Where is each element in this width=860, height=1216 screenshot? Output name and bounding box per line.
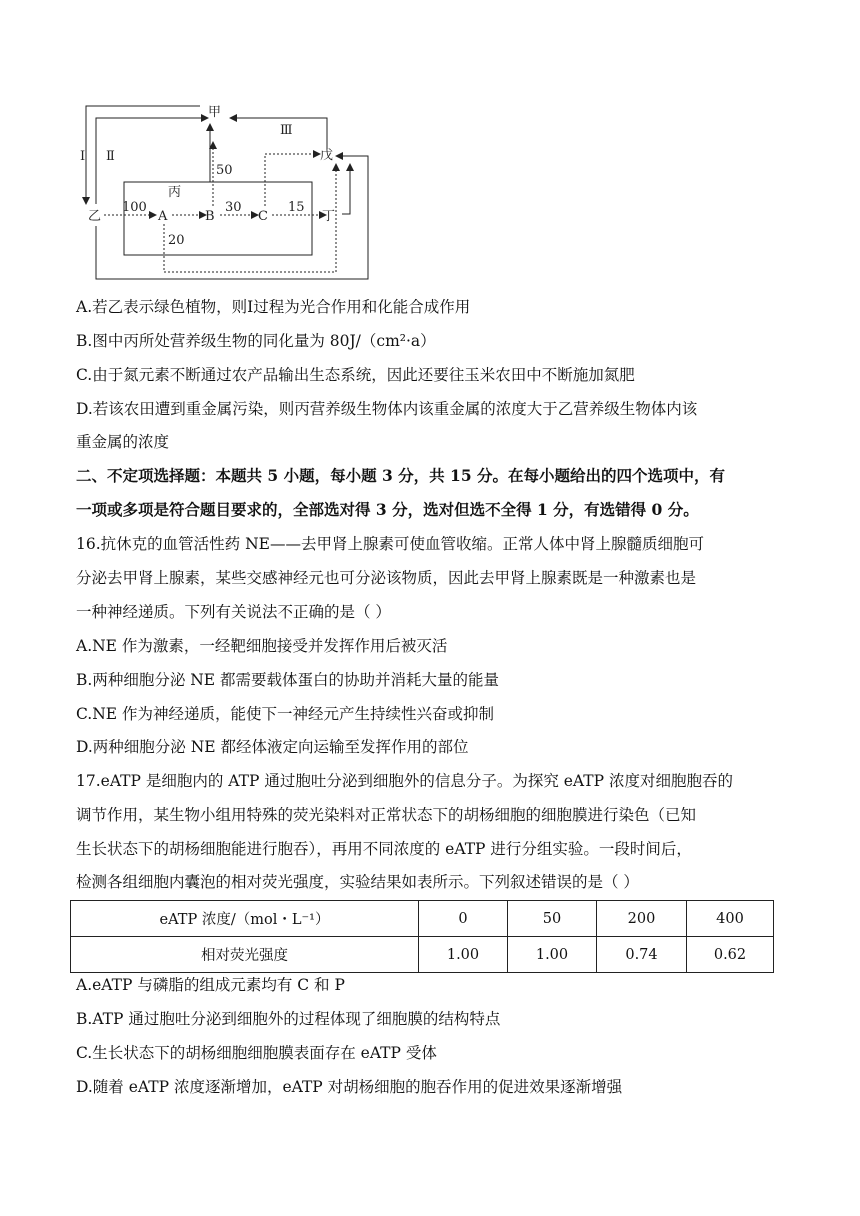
q17-stem-1: 17.eATP 是细胞内的 ATP 通过胞吐分泌到细胞外的信息分子。为探究 eATP 浓度对细胞胞吞的 — [76, 772, 733, 790]
node-ding: 丁 — [322, 209, 336, 224]
table-header-cell: eATP 浓度/（mol・L⁻¹） — [71, 901, 419, 937]
process-3-line — [230, 118, 327, 148]
process-2-label: Ⅱ — [106, 149, 115, 164]
q15-option-b: B.图中丙所处营养级生物的同化量为 80J/（cm²·a） — [76, 332, 436, 350]
node-A: A — [158, 209, 168, 224]
table-row — [71, 937, 774, 973]
table-row — [71, 901, 774, 937]
table-cell: 50 — [508, 901, 597, 937]
flow-50: 50 — [216, 163, 233, 178]
flow-A-B: 30 — [225, 200, 242, 215]
q15-option-d-cont: 重金属的浓度 — [76, 433, 170, 451]
q17-stem-4: 检测各组细胞内囊泡的相对荧光强度，实验结果如表所示。下列叙述错误的是（ ） — [76, 873, 639, 891]
q16-stem-2: 分泌去甲肾上腺素，某些交感神经元也可分泌该物质，因此去甲肾上腺素既是一种激素也是 — [76, 569, 697, 587]
q16-stem-1: 16.抗休克的血管活性药 NE——去甲肾上腺素可使血管收缩。正常人体中肾上腺髓质细胞可 — [76, 535, 704, 553]
process-1-line — [86, 106, 200, 204]
table-cell: 1.00 — [419, 937, 508, 973]
process-3-label: Ⅲ — [280, 123, 293, 138]
q15-option-d: D.若该农田遭到重金属污染，则丙营养级生物体内该重金属的浓度大于乙营养级生物体内该 — [76, 400, 698, 418]
q16-option-c: C.NE 作为神经递质，能使下一神经元产生持续性兴奋或抑制 — [76, 705, 495, 723]
q16-option-a: A.NE 作为激素，一经靶细胞接受并发挥作用后被灭活 — [76, 637, 448, 655]
node-bing: 丙 — [168, 185, 182, 200]
bing-box — [124, 182, 312, 255]
node-wu: 戊 — [320, 148, 334, 163]
table-cell: 0 — [419, 901, 508, 937]
flow-20: 20 — [168, 233, 185, 248]
table-header-cell: 相对荧光强度 — [71, 937, 419, 973]
q17-option-a: A.eATP 与磷脂的组成元素均有 C 和 P — [76, 976, 345, 994]
q16-option-b: B.两种细胞分泌 NE 都需要载体蛋白的协助并消耗大量的能量 — [76, 671, 500, 689]
q17-option-d: D.随着 eATP 浓度逐渐增加，eATP 对胡杨细胞的胞吞作用的促进效果逐渐增强 — [76, 1078, 623, 1096]
table-cell: 0.74 — [597, 937, 687, 973]
q15-option-c: C.由于氮元素不断通过农产品输出生态系统，因此还要往玉米农田中不断施加氮肥 — [76, 366, 635, 384]
q15-option-a: A.若乙表示绿色植物，则Ⅰ过程为光合作用和化能合成作用 — [76, 298, 471, 316]
q17-option-b: B.ATP 通过胞吐分泌到细胞外的过程体现了细胞膜的结构特点 — [76, 1010, 501, 1028]
q17-stem-3: 生长状态下的胡杨细胞能进行胞吞），再用不同浓度的 eATP 进行分组实验。一段时间后， — [76, 840, 692, 858]
eatp-table — [70, 900, 774, 973]
A-down-line — [164, 164, 336, 272]
q17-option-c: C.生长状态下的胡杨细胞细胞膜表面存在 eATP 受体 — [76, 1044, 437, 1062]
flow-100: 100 — [122, 200, 147, 215]
process-1-label: Ⅰ — [80, 149, 86, 164]
table-cell: 0.62 — [687, 937, 774, 973]
ding-wu-line — [342, 164, 350, 214]
node-B: B — [205, 209, 215, 224]
flow-C-ding: 15 — [288, 200, 305, 215]
q17-stem-2: 调节作用，某生物小组用特殊的荧光染料对正常状态下的胡杨细胞的细胞膜进行染色（已知 — [76, 806, 697, 824]
table-cell: 200 — [597, 901, 687, 937]
energy-flow-diagram — [80, 98, 380, 286]
node-C: C — [258, 209, 268, 224]
node-yi: 乙 — [88, 209, 102, 224]
section2-heading-2: 一项或多项是符合题目要求的，全部选对得 3 分，选对但选不全得 1 分，有选错得 0 分。 — [76, 500, 699, 519]
table-cell: 1.00 — [508, 937, 597, 973]
q16-stem-3: 一种神经递质。下列有关说法不正确的是（ ） — [76, 603, 391, 621]
table-cell: 400 — [687, 901, 774, 937]
node-jia: 甲 — [208, 105, 222, 120]
q16-option-d: D.两种细胞分泌 NE 都经体液定向运输至发挥作用的部位 — [76, 738, 469, 756]
section2-heading-1: 二、不定项选择题：本题共 5 小题，每小题 3 分，共 15 分。在每小题给出的四个选项中，有 — [76, 466, 726, 485]
